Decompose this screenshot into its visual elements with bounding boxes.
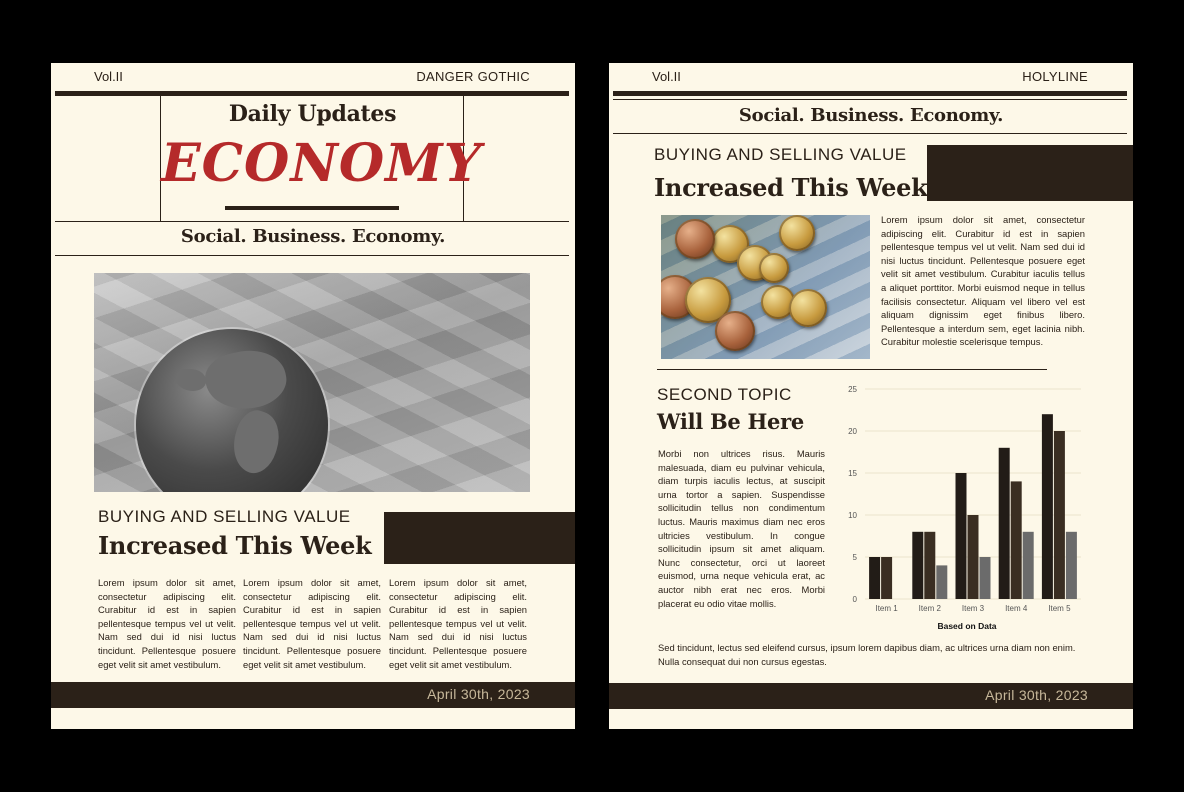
masthead-title: ECONOMY	[161, 133, 482, 194]
brand-name: HOLYLINE	[1022, 69, 1088, 84]
article-kicker: BUYING AND SELLING VALUE	[98, 507, 351, 526]
accent-block	[927, 145, 1133, 201]
y-tick-label: 0	[852, 595, 857, 604]
newspaper-page-1	[51, 63, 575, 729]
tagline-bottom-rule	[613, 133, 1127, 134]
masthead-underline	[225, 206, 399, 210]
x-tick-label: Item 3	[961, 604, 985, 613]
bar	[924, 532, 935, 599]
article-column-3: Lorem ipsum dolor sit amet, consectetur adipiscing elit. Curabitur id est in sapien pellentesque tempus vel ut velit. Nam sed dui id nisi luctus tincidunt. Pellentesque posuere eget velit sit amet vestibulum.	[389, 577, 527, 670]
y-tick-label: 10	[848, 511, 857, 520]
tagline-bottom-rule	[55, 255, 569, 256]
article-headline: Increased This Week	[98, 531, 372, 560]
volume-label: Vol.II	[94, 69, 123, 84]
x-tick-label: Item 4	[1005, 604, 1028, 613]
bar	[1011, 481, 1022, 599]
bar	[1066, 532, 1077, 599]
article-kicker: BUYING AND SELLING VALUE	[654, 145, 907, 164]
x-axis-label: Based on Data	[937, 621, 997, 631]
bar	[1042, 414, 1053, 599]
x-tick-label: Item 5	[1048, 604, 1071, 613]
accent-block	[384, 512, 575, 564]
tagline: Social. Business. Economy.	[180, 226, 446, 247]
y-tick-label: 15	[848, 469, 857, 478]
second-topic-headline: Will Be Here	[657, 409, 804, 434]
issue-date: April 30th, 2023	[427, 686, 530, 702]
bar	[1023, 532, 1034, 599]
section-divider	[657, 369, 1047, 370]
article-text: Lorem ipsum dolor sit amet, consectetur adipiscing elit. Curabitur id est in sapien pellentesque tempus vel ut velit. Nam sed dui id nisi luctus tincidunt. Pellentesque posuere eget velit sit amet vestibulum. Curabitur iaculis tellus a aliquet porttitor. Morbi euismod neque in tellus facilisis consectetur. Aliquam vel libero vel est aliquam dignissim eget finibus libero. Pellentesque a interdum sem, eget lacinia nibh. Curabitur molestie scelerisque tempus.	[881, 214, 1085, 348]
second-topic-kicker: SECOND TOPIC	[657, 385, 792, 404]
tagline: Social. Business. Economy.	[738, 105, 1004, 126]
y-tick-label: 20	[848, 427, 857, 436]
second-topic-text: Morbi non ultrices risus. Mauris malesuada, diam eu pulvinar vehicula, diam turpis iaculis lectus, at suscipit urna tortor a sapien. Suspendisse sollicitudin tellus non condimentum luctus. Mauris maximus diam nec eros ultricies vestibulum. In congue sollicitudin ipsum sit amet aliquam. Nunc consectetur, orci ut laoreet euismod, urna neque vehicula erat, ac auctor nibh erat nec eros. Morbi placerat eu odio vitae mollis.	[658, 448, 825, 609]
y-tick-label: 25	[848, 385, 857, 394]
article-column-1: Lorem ipsum dolor sit amet, consectetur adipiscing elit. Curabitur id est in sapien pellentesque tempus vel ut velit. Nam sed dui id nisi luctus tincidunt. Pellentesque posuere eget velit sit amet vestibulum.	[98, 577, 236, 670]
closing-text: Sed tincidunt, lectus sed eleifend cursus, ipsum lorem dapibus diam, ac ultrices urna diam non enim. Nulla consequat dui non cursus egestas.	[658, 642, 1076, 667]
bar	[1054, 431, 1065, 599]
globe-graphic	[136, 329, 328, 492]
x-tick-label: Item 2	[918, 604, 941, 613]
bar	[999, 448, 1010, 599]
top-thin-rule	[613, 99, 1127, 100]
bar	[936, 565, 947, 599]
bar-chart	[839, 381, 1089, 639]
article-headline: Increased This Week	[654, 173, 928, 202]
y-tick-label: 5	[852, 553, 857, 562]
bar	[980, 557, 991, 599]
top-rule	[55, 91, 569, 96]
x-tick-label: Item 1	[875, 604, 898, 613]
bar	[881, 557, 892, 599]
footer-bar	[51, 682, 575, 708]
globe-money-photo	[94, 273, 530, 492]
bar	[869, 557, 880, 599]
issue-date: April 30th, 2023	[985, 687, 1088, 703]
volume-label: Vol.II	[652, 69, 681, 84]
tagline-top-rule	[55, 221, 569, 222]
brand-name: DANGER GOTHIC	[416, 69, 530, 84]
masthead-subtitle: Daily Updates	[228, 101, 397, 127]
bar	[968, 515, 979, 599]
bar	[912, 532, 923, 599]
coins-banknotes-photo	[661, 215, 870, 359]
footer-bar	[609, 683, 1133, 709]
article-column-2: Lorem ipsum dolor sit amet, consectetur adipiscing elit. Curabitur id est in sapien pellentesque tempus vel ut velit. Nam sed dui id nisi luctus tincidunt. Pellentesque posuere eget velit sit amet vestibulum.	[243, 577, 381, 670]
bar	[956, 473, 967, 599]
newspaper-page-2	[609, 63, 1133, 729]
top-rule	[613, 91, 1127, 96]
